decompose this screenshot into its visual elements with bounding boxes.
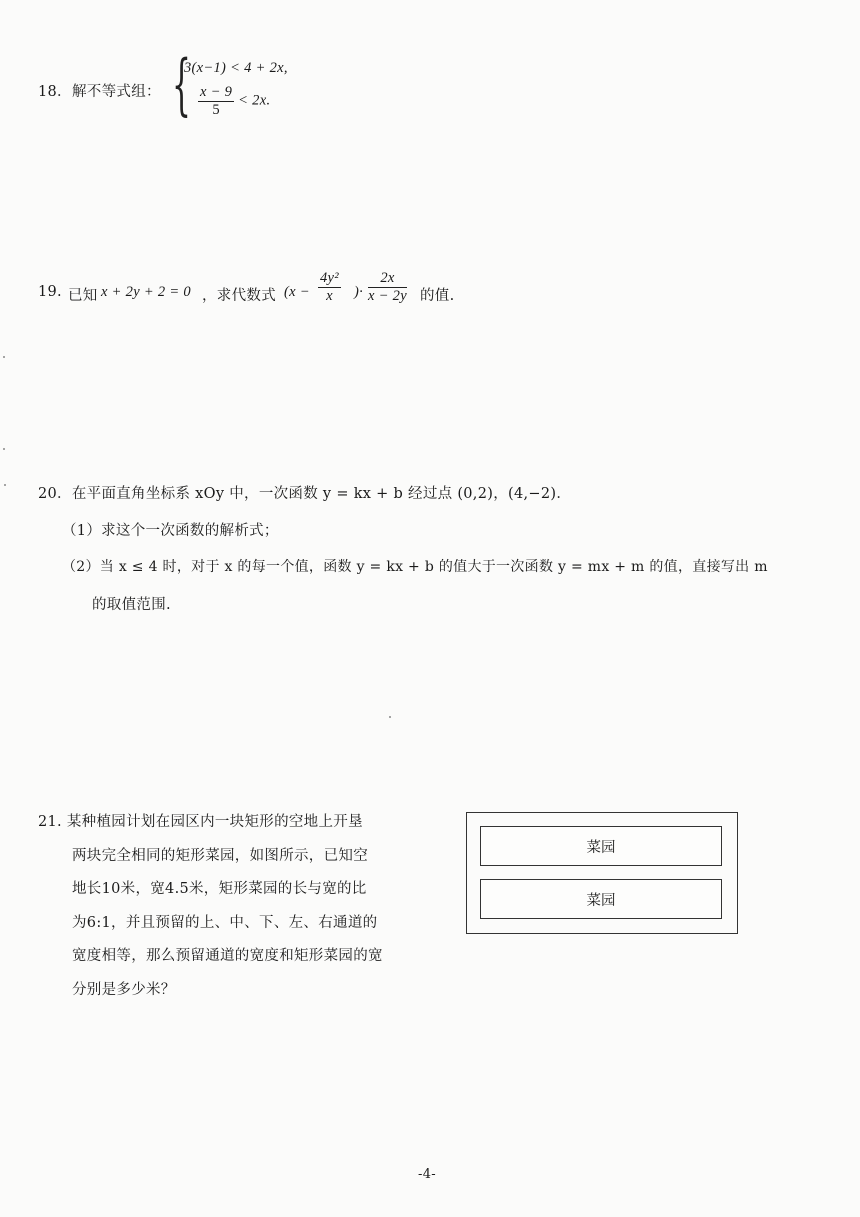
garden-label-bottom: 菜园 — [586, 892, 616, 909]
q18-inequality-2-rest: < 2x. — [238, 92, 271, 109]
q19-prefix: 已知 — [68, 288, 98, 304]
q18-frac-denominator: 5 — [212, 101, 220, 118]
scan-speck — [3, 356, 5, 358]
q19-mid: ，求代数式 — [202, 288, 276, 304]
q20-part-1: （1）求这个一次函数的解析式； — [62, 523, 279, 539]
q18-inequality-1: 3(x−1) < 4 + 2x, — [184, 60, 288, 76]
garden-plot-top — [480, 826, 722, 866]
q18-prompt: 解不等式组： — [72, 84, 161, 100]
q18-number: 18． — [38, 84, 72, 100]
q19-suffix: 的值. — [420, 288, 455, 304]
q19-frac1-denominator: x — [326, 287, 333, 304]
q21-line: 分别是多少米？ — [72, 981, 176, 998]
garden-plot-bottom — [480, 879, 722, 919]
q19-open-paren: (x − — [284, 284, 310, 300]
q20-part-2-line-1: （2）当 x ≤ 4 时，对于 x 的每一个值，函数 y = kx + b 的值大于一次函数 y = mx + m 的值，直接写出 m — [62, 559, 768, 575]
q20-part-2-line-2: 的取值范围. — [92, 597, 171, 613]
q19-frac2-numerator: 2x — [368, 270, 407, 288]
scan-speck — [4, 484, 6, 486]
q21-line: 两块完全相同的矩形菜园，如图所示，已知空 — [72, 847, 368, 864]
q18-inequality-2 — [198, 84, 270, 118]
q19-fraction-1 — [318, 270, 341, 304]
q21-line: 21. 某种植园计划在园区内一块矩形的空地上开垦 — [38, 814, 363, 830]
q19-close-dot: )· — [354, 284, 364, 300]
q18-frac-numerator: x − 9 — [200, 84, 233, 100]
q19-fraction-2 — [368, 270, 407, 304]
system-brace-icon: { — [172, 46, 191, 123]
scan-speck — [389, 716, 391, 718]
q19-frac1-numerator: 4y² — [320, 270, 339, 286]
q19-frac2-denominator: x − 2y — [368, 287, 407, 304]
q21-text-block — [38, 806, 383, 1008]
garden-label-top: 菜园 — [586, 839, 616, 856]
q19-number: 19. — [38, 284, 62, 300]
q21-line: 地长10米，宽4.5米，矩形菜园的长与宽的比 — [72, 881, 367, 898]
empty-lot-figure — [466, 812, 738, 934]
scan-speck — [3, 448, 5, 450]
q19-condition: x + 2y + 2 = 0 — [101, 284, 191, 300]
page-number: -4- — [418, 1167, 436, 1182]
q21-line: 宽度相等，那么预留通道的宽度和矩形菜园的宽 — [72, 948, 383, 965]
q20-stem: 20．在平面直角坐标系 xOy 中，一次函数 y = kx + b 经过点 (0,2)，(4,−2)． — [38, 486, 572, 502]
q21-line: 为6:1，并且预留的上、中、下、左、右通道的 — [72, 914, 378, 931]
